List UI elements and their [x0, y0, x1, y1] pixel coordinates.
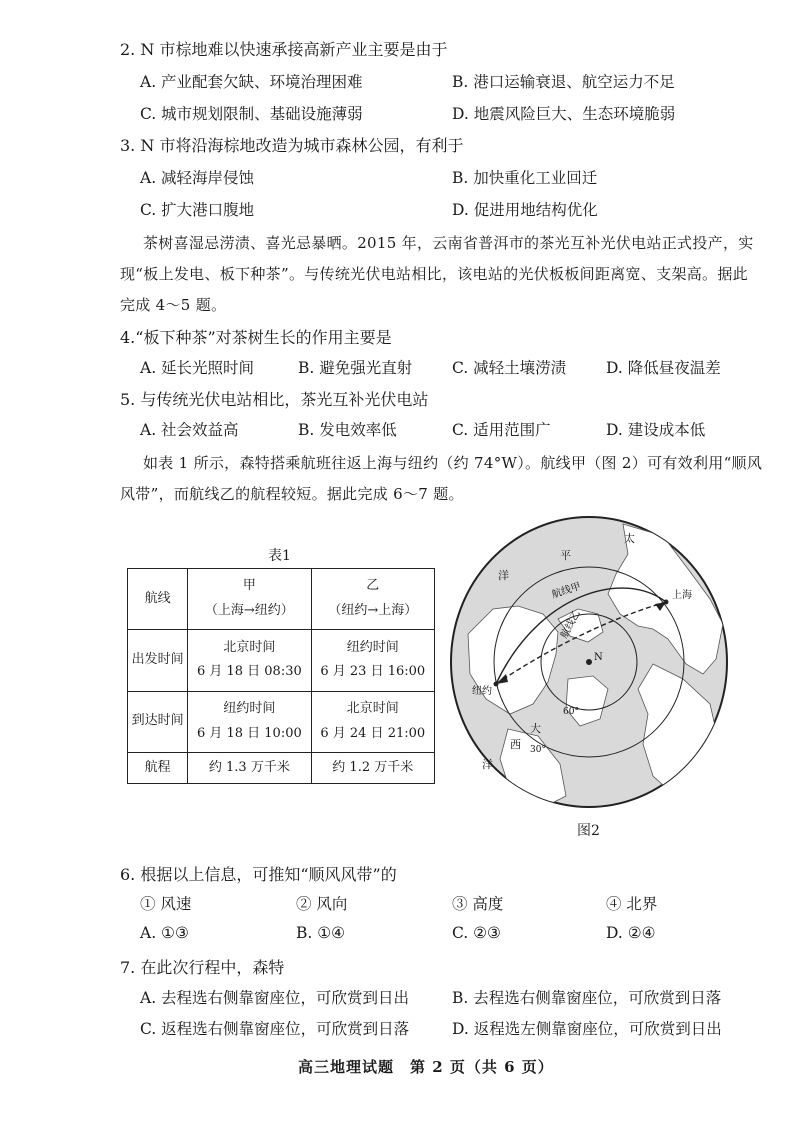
row-label: 出发时间	[128, 630, 188, 691]
q3-option-c: C. 扩大港口腹地	[140, 201, 255, 219]
table-row	[128, 691, 435, 752]
q3-option-a: A. 减轻海岸侵蚀	[140, 169, 255, 187]
q6-item-2: ② 风向	[296, 895, 348, 913]
passage-2-line-2: 风带”，而航线乙的航程较短。据此完成 6～7 题。	[120, 485, 464, 503]
table-row	[128, 752, 435, 783]
q6-item-1: ① 风速	[140, 895, 192, 913]
table-row	[128, 630, 435, 691]
label-lat-30: 30°	[530, 745, 546, 755]
passage-1-line-2: 现“板上发电、板下种茶”。与传统光伏电站相比，该电站的光伏板板间距离宽、支架高。据此	[120, 265, 748, 283]
passage-1-line-1: 茶树喜湿忌涝渍、喜光忌暴晒。2015 年，云南省普洱市的茶光互补光伏电站正式投产，实	[143, 234, 754, 252]
label-shanghai: 上海	[672, 590, 692, 601]
label-north-pole: N	[594, 652, 603, 663]
header-route-b	[311, 569, 434, 630]
label-route-a: 航线甲	[550, 581, 583, 601]
cell-line: 北京时间	[223, 639, 276, 655]
q7-option-c: C. 返程选右侧靠窗座位，可欣赏到日落	[140, 1020, 410, 1038]
table-cell	[188, 630, 311, 691]
label-da: 大	[530, 722, 541, 735]
q7-option-b: B. 去程选右侧靠窗座位，可欣赏到日落	[452, 989, 722, 1007]
label-yang: 洋	[498, 569, 509, 582]
page-footer: 高三地理试题 第 2 页（共 6 页）	[298, 1058, 554, 1076]
q4-option-c: C. 减轻土壤涝渍	[452, 359, 567, 377]
cell-line: 6 月 18 日 10:00	[196, 725, 302, 741]
q3-option-d: D. 促进用地结构优化	[452, 201, 598, 219]
route-a-direction: （上海→纽约）	[204, 603, 294, 619]
cell-line: 纽约时间	[223, 700, 276, 716]
q2-option-d: D. 地震风险巨大、生态环境脆弱	[452, 105, 676, 123]
q7-option-d: D. 返程选左侧靠窗座位，可欣赏到日出	[452, 1020, 722, 1038]
q7-stem: 7. 在此次行程中，森特	[120, 958, 285, 977]
q6-option-d: D. ②④	[606, 924, 656, 942]
flight-table	[127, 568, 435, 784]
q4-option-d: D. 降低昼夜温差	[606, 359, 721, 377]
q6-option-a: A. ①③	[140, 924, 189, 942]
q5-option-c: C. 适用范围广	[452, 421, 551, 439]
label-yang-2: 洋	[482, 758, 493, 771]
polar-map	[448, 514, 730, 810]
shanghai-dot	[664, 600, 669, 605]
q6-item-3: ③ 高度	[452, 895, 504, 913]
q5-option-b: B. 发电效率低	[298, 421, 397, 439]
q5-stem: 5. 与传统光伏电站相比，茶光互补光伏电站	[120, 390, 429, 409]
q4-option-b: B. 避免强光直射	[298, 359, 413, 377]
q3-stem: 3. N 市将沿海棕地改造为城市森林公园，有利于	[120, 136, 464, 155]
label-newyork: 纽约	[472, 686, 492, 697]
cell-line: 6 月 18 日 08:30	[196, 664, 302, 680]
route-b-direction: （纽约→上海）	[328, 603, 418, 619]
north-pole-dot	[586, 659, 592, 665]
cell-line: 纽约时间	[346, 639, 399, 655]
row-label: 到达时间	[128, 691, 188, 752]
header-route: 航线	[128, 569, 188, 630]
q2-stem: 2. N 市棕地难以快速承接高新产业主要是由于	[120, 40, 448, 59]
cell-line: 6 月 24 日 21:00	[320, 725, 426, 741]
q5-option-d: D. 建设成本低	[606, 421, 706, 439]
route-a-name: 甲	[242, 578, 256, 594]
label-route-b: 航线乙	[558, 608, 583, 641]
newyork-dot	[494, 682, 499, 687]
q4-stem: 4.“板下种茶”对茶树生长的作用主要是	[120, 328, 392, 347]
q2-option-a: A. 产业配套欠缺、环境治理困难	[140, 73, 363, 91]
passage-1-line-3: 完成 4～5 题。	[120, 296, 227, 314]
q5-option-a: A. 社会效益高	[140, 421, 239, 439]
route-b-name: 乙	[366, 578, 380, 594]
table-cell: 约 1.2 万千米	[311, 752, 434, 783]
q2-option-c: C. 城市规划限制、基础设施薄弱	[140, 105, 363, 123]
label-lat-60: 60°	[563, 707, 579, 717]
q6-stem: 6. 根据以上信息，可推知“顺风风带”的	[120, 865, 397, 884]
label-tai: 太	[624, 532, 635, 545]
q6-option-c: C. ②③	[452, 924, 501, 942]
table-caption: 表1	[268, 548, 291, 564]
q6-item-4: ④ 北界	[606, 895, 658, 913]
q6-option-b: B. ①④	[296, 924, 346, 942]
passage-2-line-1: 如表 1 所示，森特搭乘航班往返上海与纽约（约 74°W）。航线甲（图 2）可有效利用“顺风	[143, 454, 763, 472]
q3-option-b: B. 加快重化工业回迁	[452, 169, 598, 187]
label-xi: 西	[510, 738, 521, 751]
header-route-a	[188, 569, 311, 630]
table-cell	[188, 691, 311, 752]
table-cell	[311, 691, 434, 752]
cell-line: 北京时间	[346, 700, 399, 716]
cell-line: 6 月 23 日 16:00	[320, 664, 426, 680]
table-cell: 约 1.3 万千米	[188, 752, 311, 783]
table-cell	[311, 630, 434, 691]
q2-option-b: B. 港口运输衰退、航空运力不足	[452, 73, 675, 91]
q4-option-a: A. 延长光照时间	[140, 359, 255, 377]
table-row	[128, 569, 435, 630]
label-ping: 平	[560, 549, 571, 562]
q7-option-a: A. 去程选右侧靠窗座位，可欣赏到日出	[140, 989, 410, 1007]
row-label: 航程	[128, 752, 188, 783]
figure-caption: 图2	[577, 823, 600, 839]
